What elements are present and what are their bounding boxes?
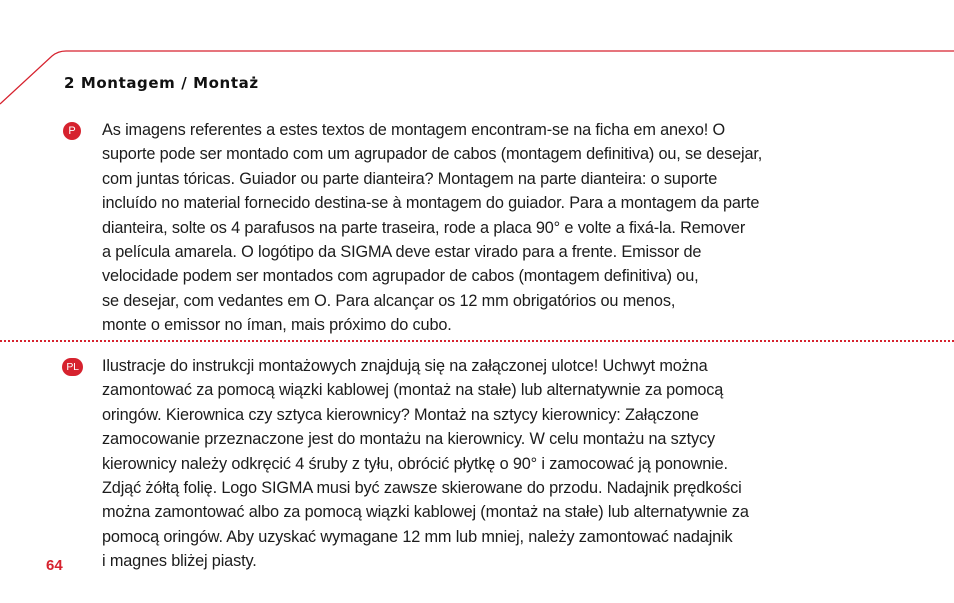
paragraph-polish: Ilustracje do instrukcji montażowych znajdują się na załączonej ulotce! Uchwyt można zamontować za pomocą wiązki kablowej (montaż na stałe) lub alternatywnie za pomocą oringów. Kierownica czy sztyca kierownicy? Montaż na sztycy kierownicy: Załączone zamocowanie przeznaczone jest do montażu na kierownicy. W celu montażu na sztycy kierownicy należy odkręcić 4 śruby z tyłu, obrócić płytkę o 90° i zamocować ją ponownie. Zdjąć żółtą folię. Logo SIGMA musi być zawsze skierowane do przodu. Nadajnik prędkości można zamontować albo za pomocą wiązki kablowej (montaż na stałe) lub alternatywnie za pomocą oringów. Aby uzyskać wymagane 12 mm lub mniej, należy zamontować nadajnik i magnes bliżej piasty. bbox=[102, 357, 749, 571]
language-badge-portuguese: P bbox=[63, 122, 81, 140]
section-title: 2 Montagem / Montaż bbox=[64, 74, 259, 92]
page-number: 64 bbox=[46, 557, 63, 574]
section-divider bbox=[0, 340, 954, 342]
language-badge-polish: PL bbox=[62, 358, 83, 376]
paragraph-portuguese: As imagens referentes a estes textos de montagem encontram-se na ficha em anexo! O suporte pode ser montado com um agrupador de cabos (montagem definitiva) ou, se desejar, com juntas tóricas. Guiador ou parte dianteira? Montagem na parte dianteira: o suporte incluído no material fornecido destina-se à montagem do guiador. Para a montagem da parte dianteira, solte os 4 parafusos na parte traseira, rode a placa 90° e volte a fixá-la. Remover a película amarela. O logótipo da SIGMA deve estar virado para a frente. Emissor de velocidade podem ser montados com agrupador de cabos (montagem definitiva) ou, se desejar, com vedantes em O. Para alcançar os 12 mm obrigatórios ou menos, monte o emissor no íman, mais próximo do cubo. bbox=[102, 121, 763, 335]
